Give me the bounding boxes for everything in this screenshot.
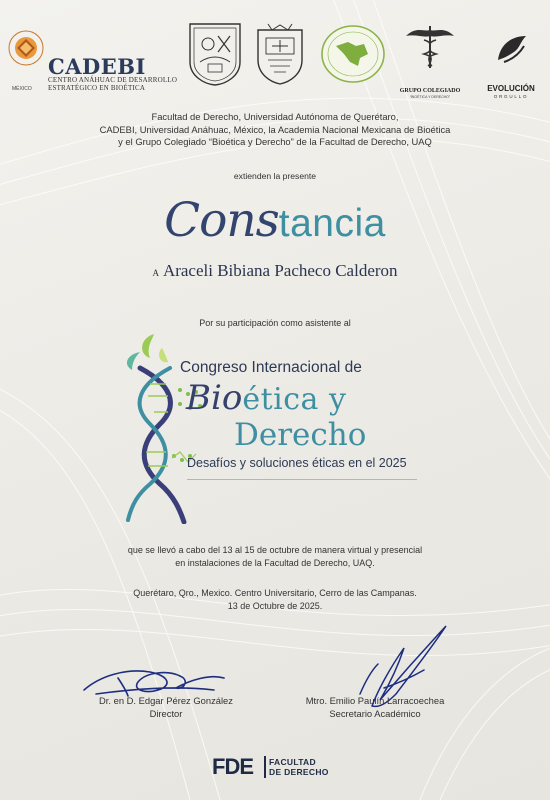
secretary-role: Secretario Académico [329,708,421,719]
congress-bio: Bio [186,378,243,418]
evolucion-subtitle: ORGULLO [493,94,529,99]
signature-block-director [66,694,266,720]
congress-line-2 [186,378,346,418]
issuers-line-1: Facultad de Derecho, Universidad Autónoma de Querétaro, [151,111,399,122]
fde-divider [264,756,266,778]
participation-text: Por su participación como asistente al [199,318,351,328]
cadebi-subtitle: CENTRO ANÁHUAC DE DESARROLLO ESTRATÉGICO EN BIOÉTICA [48,76,178,92]
director-name: Dr. en D. Edgar Pérez González [99,695,233,706]
congress-logo [110,324,450,524]
fde-wordmark: FDE [212,754,253,779]
congress-etica: ética y [242,382,347,417]
grupo-colegiado-label: GRUPO COLEGIADO [399,88,461,94]
congress-underline [187,479,417,480]
signature-block-secretary [280,694,470,720]
issuers-text [55,111,495,149]
place-line: Querétaro, Qro., Mexico. Centro Universitario, Cerro de las Campanas. [133,588,417,598]
issuers-line-3: y el Grupo Colegiado “Bioética y Derecho” de la Facultad de Derecho, UAQ [118,136,432,147]
fde-footer-logo [212,754,352,782]
title-sans-part: tancia [278,202,386,245]
place-date [0,587,550,612]
extienden-text: extienden la presente [233,171,317,181]
certificate-title [0,193,550,248]
issuers-line-2: CADEBI, Universidad Anáhuac, México, la Academia Nacional Mexicana de Bioética [99,123,451,135]
recipient [0,261,550,281]
congress-derecho: Derecho [234,417,367,453]
title-script-part: Cons [164,193,279,248]
event-details [0,544,550,569]
uaq-seal-logo [186,22,244,86]
secretary-name: Mtro. Emilio Paulín Larracoechea [305,695,445,706]
event-details-line-2: en instalaciones de la Facultad de Derecho, UAQ. [175,557,375,568]
academia-bioetica-logo [320,24,386,84]
logo-row [0,18,550,99]
event-details-line-1: que se llevó a cabo del 13 al 15 de octubre de manera virtual y presencial [127,545,423,555]
derecho-shield-logo [252,22,308,86]
cadebi-wordmark: CADEBI [48,54,146,79]
congress-line-1: Congreso Internacional de [180,359,362,376]
date-line: 13 de Octubre de 2025. [227,600,323,611]
caduceus-icon [404,20,456,70]
congress-subtitle: Desafíos y soluciones éticas en el 2025 [187,456,407,470]
recipient-name: Araceli Bibiana Pacheco Calderon [162,261,398,280]
fde-line-2: DE DERECHO [269,767,329,777]
evolucion-logo-icon [494,32,530,68]
recipient-prefix: A [152,268,160,278]
mexico-label: MÉXICO [12,86,32,92]
dna-helix-icon [110,324,220,524]
evolucion-label: EVOLUCIÓN [487,84,535,93]
grupo-colegiado-subtitle: “BIOÉTICA Y DERECHO” [409,95,451,99]
anahuac-logo [6,28,46,72]
fde-line-1: FACULTAD [269,757,316,767]
director-role: Director [149,708,183,719]
